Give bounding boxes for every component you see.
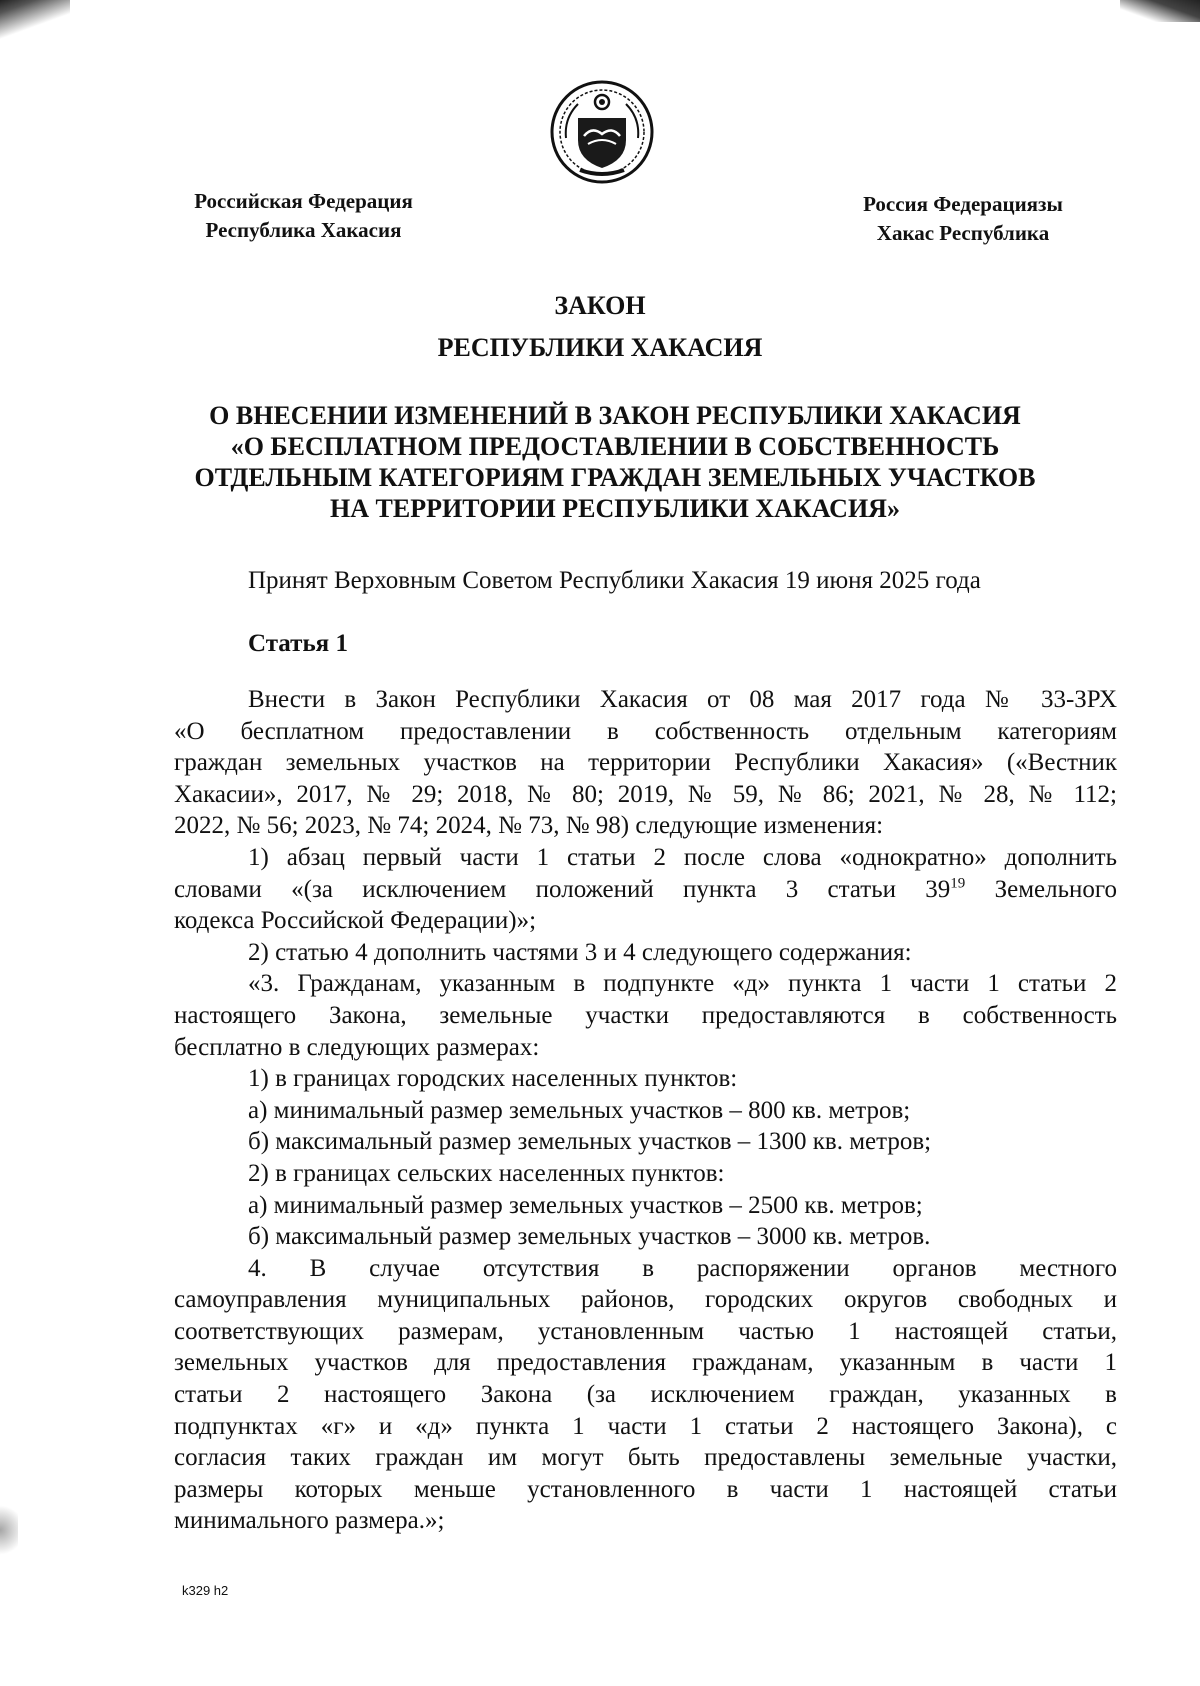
article-body bbox=[174, 684, 1117, 1537]
text-line: статьи 2 настоящего Закона (за исключением граждан, указанных в bbox=[174, 1381, 1117, 1409]
text-line: кодекса Российской Федерации)»; bbox=[174, 907, 537, 935]
scan-artifact bbox=[0, 1500, 18, 1560]
header-left bbox=[176, 187, 431, 245]
law-title: ЗАКОН bbox=[554, 291, 646, 320]
header-right-line: Хакас Республика bbox=[876, 221, 1050, 245]
text-line: бесплатно в следующих размерах: bbox=[174, 1033, 540, 1061]
text-line: земельных участков для предоставления гражданам, указанным в части 1 bbox=[174, 1349, 1117, 1377]
scan-artifact bbox=[1120, 0, 1200, 22]
subject-line: О ВНЕСЕНИИ ИЗМЕНЕНИЙ В ЗАКОН РЕСПУБЛИКИ ХАКАСИЯ bbox=[209, 401, 1021, 430]
header-left-line: Российская Федерация bbox=[194, 189, 413, 213]
size-item: б) максимальный размер земельных участков – 3000 кв. метров. bbox=[248, 1223, 931, 1251]
subject-line: «О БЕСПЛАТНОМ ПРЕДОСТАВЛЕНИИ В СОБСТВЕННОСТЬ bbox=[230, 432, 1000, 461]
text-line: «3. Гражданам, указанным в подпункте «д» пункта 1 части 1 статьи 2 bbox=[248, 970, 1117, 998]
law-subject bbox=[150, 400, 1080, 524]
header-left-line: Республика Хакасия bbox=[205, 218, 402, 242]
text-fragment: словами «(за исключением положений пункта 3 статьи 39 bbox=[174, 875, 951, 903]
text-line: 2) статью 4 дополнить частями 3 и 4 следующего содержания: bbox=[248, 938, 912, 966]
text-line: размеры которых меньше установленного в части 1 настоящей статьи bbox=[174, 1475, 1117, 1503]
size-item: а) минимальный размер земельных участков – 800 кв. метров; bbox=[248, 1096, 911, 1124]
text-line: Внести в Закон Республики Хакасия от 08 мая 2017 года № 33-ЗРХ bbox=[248, 686, 1117, 713]
text-fragment: Земельного bbox=[965, 875, 1117, 903]
header-right bbox=[838, 190, 1088, 248]
text-line: граждан земельных участков на территории Республики Хакасия» («Вестник bbox=[174, 749, 1117, 777]
adoption-note: Принят Верховным Советом Республики Хакасия 19 июня 2025 года bbox=[248, 567, 981, 594]
law-title-republic: РЕСПУБЛИКИ ХАКАСИЯ bbox=[437, 333, 763, 362]
text-line: подпунктах «г» и «д» пункта 1 части 1 статьи 2 настоящего Закона), с bbox=[174, 1412, 1117, 1440]
text-line: Хакасии», 2017, № 29; 2018, № 80; 2019, № 59, № 86; 2021, № 28, № 112; bbox=[174, 780, 1117, 808]
text-line: соответствующих размерам, установленным частью 1 настоящей статьи, bbox=[174, 1317, 1117, 1345]
header-right-line: Россия Федерациязы bbox=[863, 192, 1063, 216]
subject-line: НА ТЕРРИТОРИИ РЕСПУБЛИКИ ХАКАСИЯ» bbox=[330, 494, 900, 523]
size-item: 1) в границах городских населенных пунктов: bbox=[248, 1065, 738, 1093]
subject-line: ОТДЕЛЬНЫМ КАТЕГОРИЯМ ГРАЖДАН ЗЕМЕЛЬНЫХ УЧАСТКОВ bbox=[194, 463, 1036, 492]
text-line: 4. В случае отсутствия в распоряжении органов местного bbox=[248, 1254, 1117, 1282]
text-line: минимального размера.»; bbox=[174, 1507, 445, 1535]
size-item: б) максимальный размер земельных участков – 1300 кв. метров; bbox=[248, 1128, 932, 1156]
scan-artifact bbox=[0, 0, 70, 40]
text-line: настоящего Закона, земельные участки предоставляются в собственность bbox=[174, 1001, 1117, 1029]
text-line: «О бесплатном предоставлении в собственность отдельным категориям bbox=[174, 717, 1117, 745]
text-line bbox=[174, 874, 1117, 906]
document-code: k329 h2 bbox=[182, 1583, 229, 1598]
article-title: Статья 1 bbox=[248, 630, 348, 657]
size-item: 2) в границах сельских населенных пунктов: bbox=[248, 1159, 725, 1187]
superscript: 19 bbox=[950, 875, 966, 892]
text-line: согласия таких граждан им могут быть предоставлены земельные участки, bbox=[174, 1444, 1117, 1472]
text-line: 2022, № 56; 2023, № 74; 2024, № 73, № 98) следующие изменения: bbox=[174, 812, 884, 840]
coat-of-arms-emblem bbox=[548, 78, 656, 186]
text-line: 1) абзац первый части 1 статьи 2 после слова «однократно» дополнить bbox=[248, 843, 1117, 871]
text-line: самоуправления муниципальных районов, городских округов свободных и bbox=[174, 1286, 1117, 1314]
size-item: а) минимальный размер земельных участков – 2500 кв. метров; bbox=[248, 1191, 923, 1219]
